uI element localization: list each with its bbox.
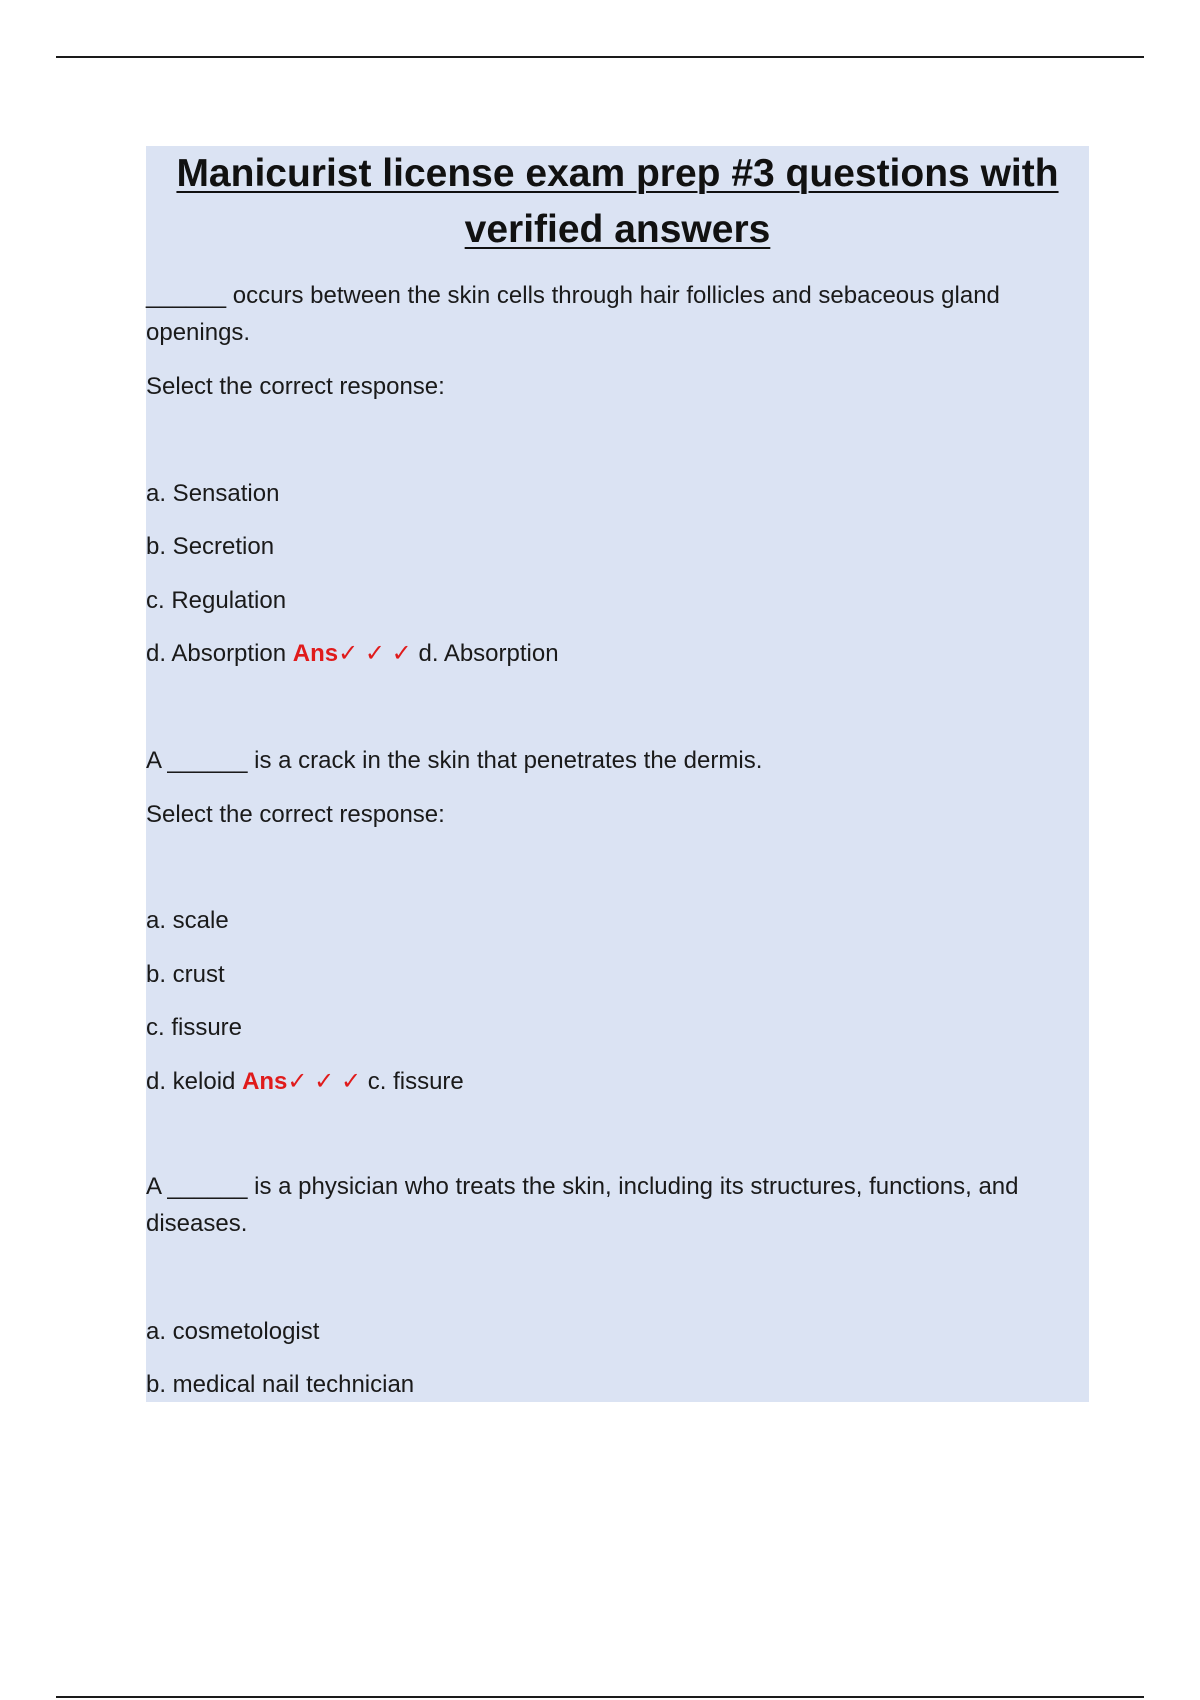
q1-answer-label: Ans — [292, 640, 339, 667]
q1-option-b: b. Secretion — [146, 533, 275, 560]
q3-stem-line-2: diseases. — [146, 1210, 248, 1237]
q2-option-d: d. keloid — [146, 1068, 236, 1095]
q2-option-d-answer-line — [146, 1063, 464, 1100]
q2-answer-label: Ans — [242, 1068, 288, 1095]
q1-option-c: c. Regulation — [146, 587, 287, 614]
q2-option-b: b. crust — [146, 961, 225, 988]
top-rule — [56, 56, 1144, 58]
q2-option-c: c. fissure — [146, 1014, 243, 1041]
q1-stem-line-1 — [146, 277, 1000, 314]
q1-stem-line-2: openings. — [146, 319, 251, 346]
q3-blank: ______ — [167, 1173, 248, 1200]
q2-stem-line-1 — [146, 742, 762, 779]
q3-option-b: b. medical nail technician — [146, 1371, 415, 1398]
q2-prompt: Select the correct response: — [146, 801, 445, 828]
q2-check-icons: ✓ ✓ ✓ — [287, 1068, 362, 1095]
q3-stem-prefix: A — [146, 1173, 168, 1200]
q1-option-d-answer-line — [146, 635, 559, 672]
q3-stem-line-1 — [146, 1168, 1019, 1205]
q1-blank: ______ — [146, 282, 227, 309]
document-title — [146, 146, 1089, 258]
q2-stem-text: is a crack in the skin that penetrates the dermis. — [247, 747, 763, 774]
title-line-1: Manicurist license exam prep #3 questions with — [176, 152, 1059, 195]
q2-stem-prefix: A — [146, 747, 168, 774]
bottom-rule — [56, 1696, 1144, 1698]
q3-option-a: a. cosmetologist — [146, 1318, 320, 1345]
q2-option-a: a. scale — [146, 907, 229, 934]
q1-stem-text: occurs between the skin cells through hair follicles and sebaceous gland — [226, 282, 1000, 309]
q1-option-a: a. Sensation — [146, 480, 280, 507]
q2-blank: ______ — [167, 747, 248, 774]
title-line-2: verified answers — [464, 208, 771, 251]
q3-stem-text: is a physician who treats the skin, including its structures, functions, and — [247, 1173, 1019, 1200]
q1-answer-text: d. Absorption — [418, 640, 559, 667]
q2-answer-text: c. fissure — [367, 1068, 464, 1095]
q1-option-d: d. Absorption — [146, 640, 287, 667]
q1-prompt: Select the correct response: — [146, 373, 445, 400]
q1-check-icons: ✓ ✓ ✓ — [338, 640, 412, 667]
